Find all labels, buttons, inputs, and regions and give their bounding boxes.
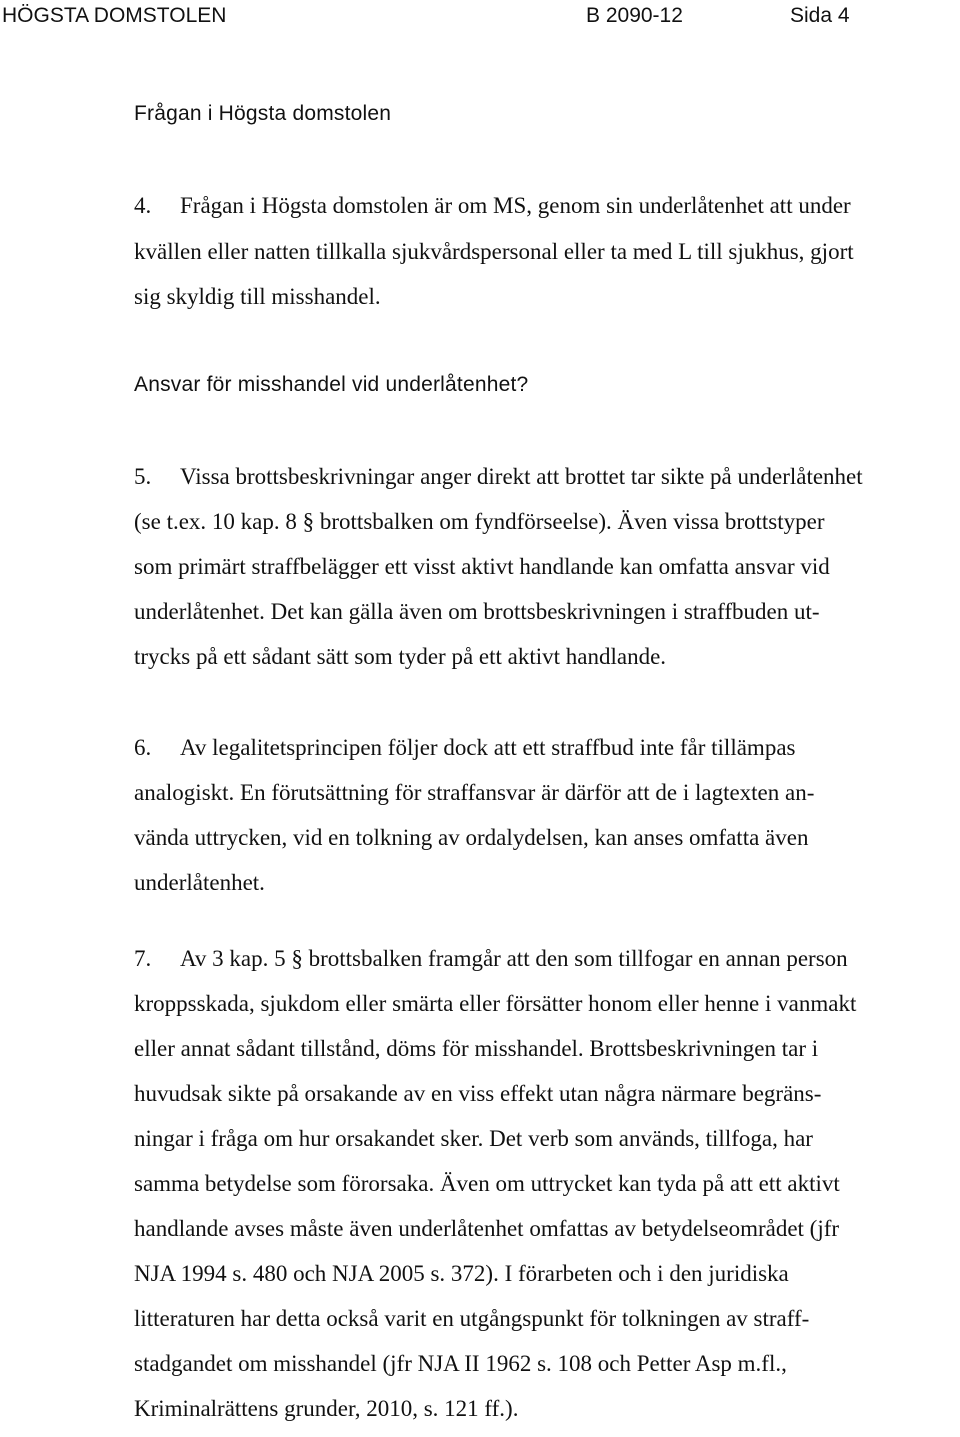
- paragraph-line: kroppsskada, sjukdom eller smärta eller försätter honom eller henne i vanmakt: [134, 991, 857, 1016]
- paragraph-line: huvudsak sikte på orsakande av en viss effekt utan några närmare begräns-: [134, 1081, 822, 1106]
- page-number: Sida 4: [790, 4, 850, 27]
- paragraph-line: kvällen eller natten tillkalla sjukvårdspersonal eller ta med L till sjukhus, gjort: [134, 238, 854, 264]
- paragraph-6: [134, 731, 954, 911]
- section-heading-question: Frågan i Högsta domstolen: [134, 102, 392, 125]
- paragraph-text: Av legalitetsprincipen följer dock att ett straffbud inte får tillämpas: [180, 735, 796, 760]
- paragraph-number: 6.: [134, 735, 152, 760]
- paragraph-line: trycks på ett sådant sätt som tyder på ett aktivt handlande.: [134, 644, 667, 669]
- paragraph-line: analogiskt. En förutsättning för straffansvar är därför att de i lagtexten an-: [134, 780, 815, 805]
- paragraph-line: sig skyldig till misshandel.: [134, 284, 381, 309]
- paragraph-line: NJA 1994 s. 480 och NJA 2005 s. 372). I förarbeten och i den juridiska: [134, 1261, 789, 1286]
- paragraph-number: 7.: [134, 946, 152, 971]
- paragraph-line: samma betydelse som förorsaka. Även om uttrycket kan tyda på att ett aktivt: [134, 1171, 840, 1196]
- paragraph-line: eller annat sådant tillstånd, döms för misshandel. Brottsbeskrivningen tar i: [134, 1036, 819, 1061]
- paragraph-number: 5.: [134, 464, 152, 489]
- paragraph-line: stadgandet om misshandel (jfr NJA II 1962 s. 108 och Petter Asp m.fl.,: [134, 1351, 787, 1376]
- court-name: HÖGSTA DOMSTOLEN: [2, 4, 227, 27]
- paragraph-number: 4.: [134, 193, 152, 218]
- paragraph-text: Vissa brottsbeskrivningar anger direkt att brottet tar sikte på underlåtenhet: [180, 464, 863, 489]
- paragraph-line: vända uttrycken, vid en tolkning av ordalydelsen, kan anses omfatta även: [134, 825, 809, 850]
- paragraph-7: [134, 942, 954, 1437]
- paragraph-text: Av 3 kap. 5 § brottsbalken framgår att den som tillfogar en annan person: [180, 946, 848, 971]
- page-header: [0, 4, 960, 36]
- section-heading-liability: Ansvar för misshandel vid underlåtenhet?: [134, 373, 529, 396]
- paragraph-line: handlande avses måste även underlåtenhet omfattas av betydelseområdet (jfr: [134, 1216, 840, 1241]
- paragraph-line: (se t.ex. 10 kap. 8 § brottsbalken om fyndförseelse). Även vissa brottstyper: [134, 509, 825, 534]
- paragraph-line: [134, 731, 954, 776]
- paragraph-line: [134, 460, 954, 505]
- paragraph-line: underlåtenhet.: [134, 870, 265, 895]
- paragraph-5: [134, 460, 954, 685]
- case-number: B 2090-12: [586, 4, 683, 27]
- paragraph-line: [134, 942, 954, 987]
- paragraph-line: litteraturen har detta också varit en utgångspunkt för tolkningen av straff-: [134, 1306, 810, 1331]
- paragraph-line: underlåtenhet. Det kan gälla även om brottsbeskrivningen i straffbuden ut-: [134, 599, 820, 624]
- paragraph-line: ningar i fråga om hur orsakandet sker. Det verb som används, tillfoga, har: [134, 1126, 813, 1151]
- paragraph-line: [134, 189, 954, 235]
- paragraph-4: [134, 189, 954, 326]
- paragraph-text: Frågan i Högsta domstolen är om MS, genom sin underlåtenhet att under: [180, 193, 851, 218]
- paragraph-line: Kriminalrättens grunder, 2010, s. 121 ff.).: [134, 1396, 519, 1421]
- paragraph-line: som primärt straffbelägger ett visst aktivt handlande kan omfatta ansvar vid: [134, 554, 830, 579]
